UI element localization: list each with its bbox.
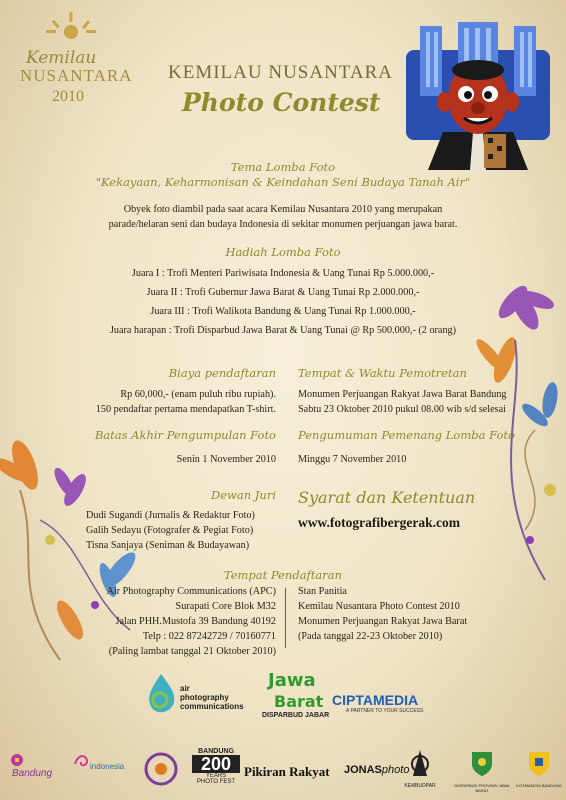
jonas-text: JONAS: [344, 764, 382, 776]
tempat-text: [298, 387, 507, 417]
title-photo-contest: Photo Contest: [182, 88, 381, 117]
shield-icon: [469, 748, 495, 778]
juri-item: Tisna Sanjaya (Seniman & Budayawan): [86, 540, 250, 551]
apc-logo: [144, 672, 244, 722]
emblem-icon: [144, 752, 178, 786]
pendaftaran-line: Stan Panitia: [298, 586, 347, 597]
syarat-heading: Syarat dan Ketentuan: [298, 488, 476, 507]
apc-text: communications: [180, 702, 244, 711]
indonesia-text: indonesia: [90, 762, 125, 771]
batas-heading: Batas Akhir Pengumpulan Foto: [94, 428, 276, 442]
juri-item: Galih Sedayu (Fotografer & Pegiat Foto): [86, 525, 254, 536]
swirl-icon: [72, 752, 90, 770]
logo-nusantara: NUSANTARA: [20, 66, 133, 85]
biaya-line: Rp 60,000,- (enam puluh ribu rupiah).: [120, 389, 276, 400]
jonas-photo-text: photo: [381, 764, 410, 776]
divider: [285, 588, 286, 648]
apc-text: air: [180, 684, 190, 693]
pendaftaran-line: Kemilau Nusantara Photo Contest 2010: [298, 601, 460, 612]
bandung200-fest: PHOTO FEST: [196, 779, 236, 785]
biaya-heading: Biaya pendaftaran: [168, 366, 276, 380]
emblem-logo: [144, 752, 182, 788]
pengumuman-date: Minggu 7 November 2010: [298, 454, 407, 465]
bandung200-years: YEARS: [205, 773, 227, 779]
pengumuman-heading: Pengumuman Pemenang Lomba Foto: [298, 428, 515, 442]
apc-text: photography: [180, 693, 229, 702]
barat-text: Barat: [274, 692, 324, 711]
tempat-line: Sabtu 23 Oktober 2010 pukul 08.00 wib s/d selesai: [298, 404, 506, 415]
kota-bandung-text: KOTAMADYA BANDUNG: [516, 783, 562, 788]
tempat-line: Monumen Perjuangan Rakyat Jawa Barat Bandung: [298, 389, 507, 400]
pendaftaran-line: (Paling lambat tanggal 21 Oktober 2010): [108, 646, 276, 657]
jawa-text: Jawa: [268, 670, 316, 691]
bandung200-text: BANDUNG: [198, 748, 234, 755]
dewan-heading: Dewan Juri: [211, 488, 276, 502]
dewan-list: [86, 508, 276, 553]
water-drop-icon: [144, 672, 178, 716]
juri-item: Dudi Sugandi (Jurnalis & Redaktur Foto): [86, 510, 255, 521]
sun-ornament-icon: [16, 10, 126, 50]
tema-desc-line: parade/helaran seni dan budaya Indonesia di sekitar monumen perjuangan jawa barat.: [108, 219, 458, 230]
kemilau-nusantara-logo: [16, 10, 133, 120]
bandung-text: Bandung: [12, 768, 53, 779]
prize-item: Juara I : Trofi Menteri Pariwisata Indonesia & Uang Tunai Rp 5.000.000,-: [131, 268, 435, 279]
prize-item: Juara III : Trofi Walikota Bandung & Uang Tunai Rp 1.000.000,-: [150, 306, 416, 317]
bandung200-number: 200: [192, 755, 240, 773]
pendaftaran-line: Telp : 022 87242729 / 70160771: [142, 631, 276, 642]
disparbud-prov-text: DISPARBUD PROVINSI JAWA BARAT: [454, 783, 510, 793]
hadiah-heading: Hadiah Lomba Foto: [225, 245, 341, 259]
logo-year: 2010: [52, 88, 84, 105]
pendaftaran-line: (Pada tanggal 22-23 Oktober 2010): [298, 631, 443, 642]
mascot-illustration: [398, 22, 558, 170]
logo-kemilau: Kemilau: [26, 48, 97, 68]
pendaftaran-left: [106, 584, 276, 659]
pendaftaran-line: Monumen Perjuangan Rakyat Jawa Barat: [298, 616, 468, 627]
disparbud-text: DISPARBUD JABAR: [262, 712, 330, 719]
ciptamedia-logo: [332, 692, 432, 722]
ciptamedia-tagline: A PARTNER TO YOUR SUCCESS: [346, 708, 424, 714]
tower-icon: [407, 748, 433, 778]
pendaftaran-line: Air Photography Communications (APC): [106, 586, 276, 597]
jawa-barat-logo: [258, 670, 330, 722]
bandung-200-logo: [192, 748, 240, 790]
prize-item: Juara harapan : Trofi Disparbud Jawa Barat & Uang Tunai @ Rp 500.000,- (2 orang): [109, 325, 457, 336]
tempat-heading: Tempat & Waktu Pemotretan: [298, 366, 467, 380]
tema-heading: Tema Lomba Foto: [230, 160, 336, 174]
crest-icon: [527, 748, 551, 778]
biaya-line: 150 pendaftar pertama mendapatkan T-shirt.: [95, 404, 276, 415]
prize-item: Juara II : Trofi Gubernur Jawa Barat & Uang Tunai Rp 2.000.000,-: [146, 287, 420, 298]
batas-date: Senin 1 November 2010: [176, 454, 276, 465]
tema-desc-line: Obyek foto diambil pada saat acara Kemilau Nusantara 2010 yang merupakan: [123, 204, 443, 215]
pikiran-rakyat-logo: Pikiran Rakyat: [244, 764, 330, 779]
title-kemilau-nusantara: KEMILAU NUSANTARA: [168, 62, 393, 83]
prize-list: [60, 266, 506, 342]
bandung-logo: [8, 752, 64, 782]
pendaftaran-heading: Tempat Pendaftaran: [223, 568, 343, 582]
pendaftaran-line: Jalan PHH.Mustofa 39 Bandung 40192: [115, 616, 276, 627]
disparbud-prov-logo: [452, 748, 512, 792]
pendaftaran-right: [298, 584, 467, 644]
biaya-text: [96, 387, 276, 417]
kota-bandung-logo: [514, 748, 564, 792]
website-link[interactable]: www.fotografibergerak.com: [298, 515, 460, 530]
kembudpar-logo: [390, 748, 450, 792]
ciptamedia-text: CIPTAMEDIA: [332, 692, 419, 708]
kembudpar-text: KEMBUDPAR: [404, 783, 436, 789]
indonesia-logo: [72, 752, 132, 782]
flower-icon: [8, 752, 26, 768]
tema-description: [60, 202, 506, 232]
pendaftaran-line: Surapati Core Blok M32: [175, 601, 276, 612]
tema-quote: "Kekayaan, Keharmonisan & Keindahan Seni Budaya Tanah Air": [95, 175, 471, 189]
